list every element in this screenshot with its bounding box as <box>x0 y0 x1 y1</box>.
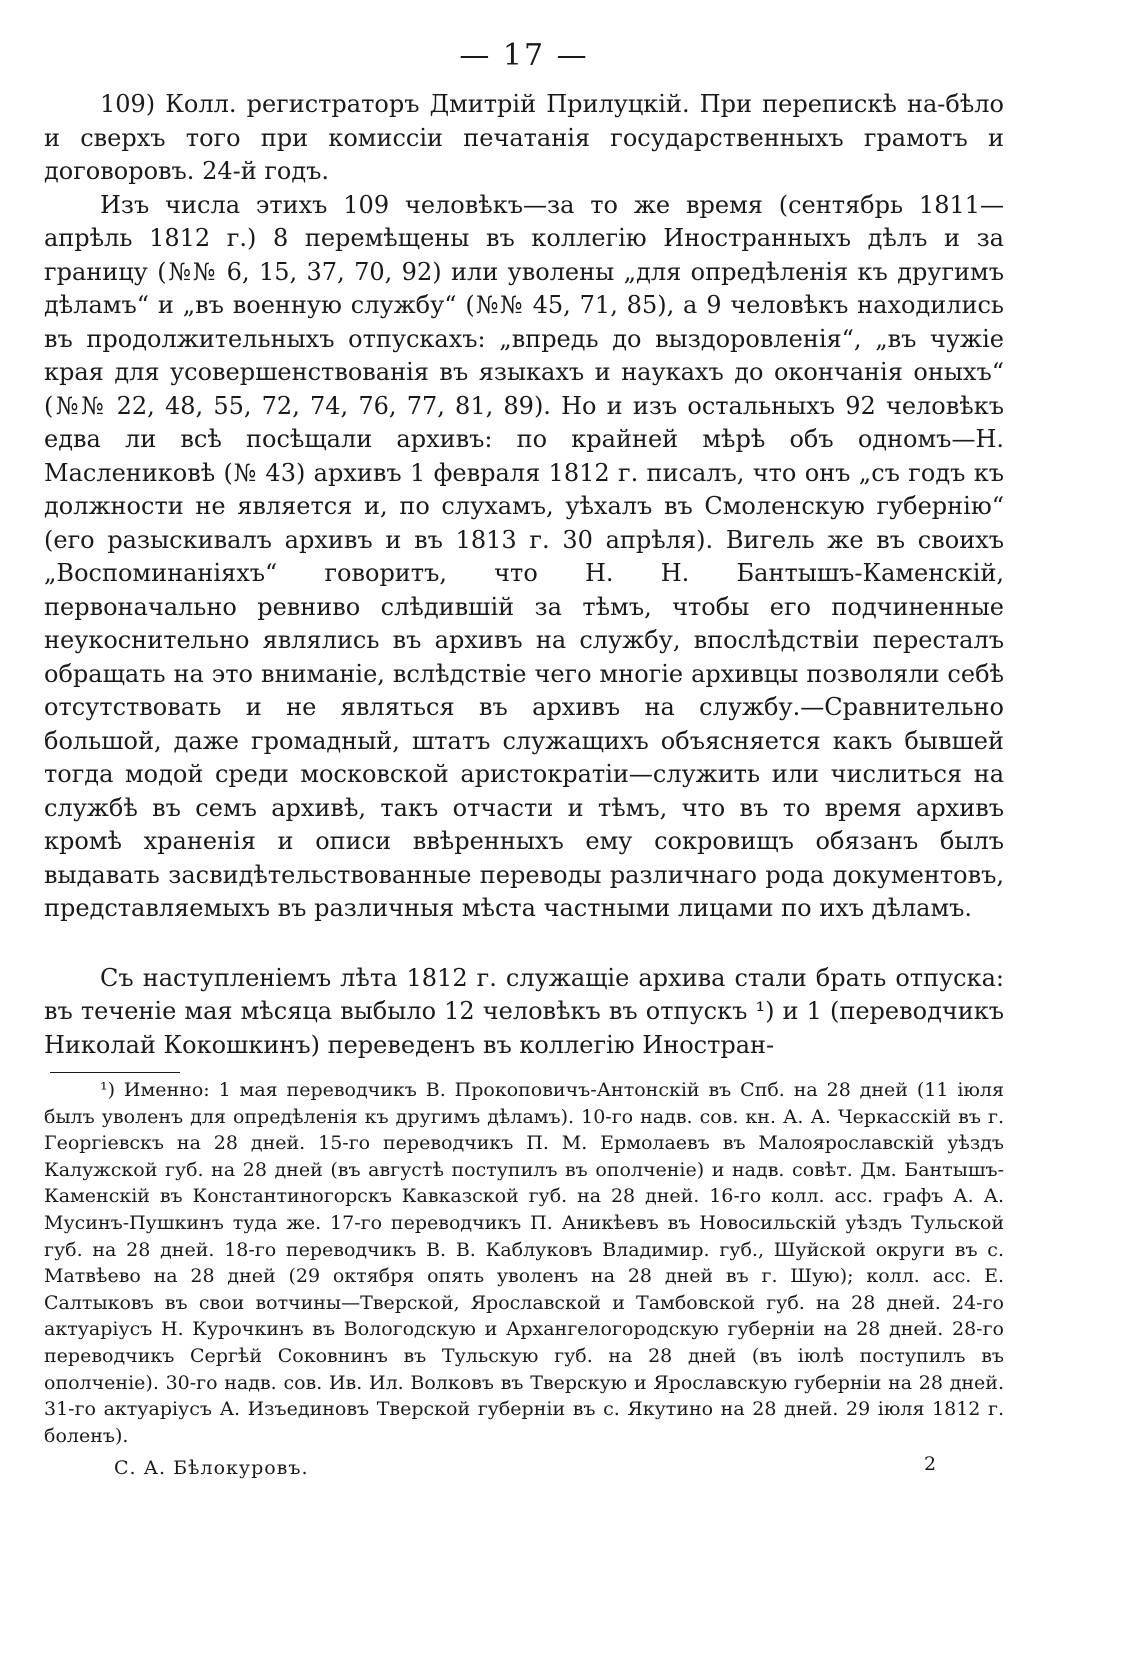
footnote-divider <box>50 1072 180 1073</box>
paragraph-staff-summary: Изъ числа этихъ 109 человѣкъ—за то же время (сентябрь 1811—апрѣль 1812 г.) 8 перемѣщены въ коллегію Иностранныхъ дѣлъ и за границу (№№ 6, 15, 37, 70, 92) или уволены „для опредѣленія къ другимъ дѣламъ“ и „въ военную службу“ (№№ 45, 71, 85), а 9 человѣкъ находились въ продолжительныхъ отпускахъ: „впредь до выздоровленія“, „въ чужіе края для усовершенствованія въ языкахъ и наукахъ до окончанія оныхъ“ (№№ 22, 48, 55, 72, 74, 76, 77, 81, 89). Но и изъ остальныхъ 92 человѣкъ едва ли всѣ посѣщали архивъ: по крайней мѣрѣ объ одномъ—Н. Маслениковѣ (№ 43) архивъ 1 февраля 1812 г. писалъ, что онъ „съ годъ къ должности не является и, по слухамъ, уѣхалъ въ Смоленскую губернію“ (его разыскивалъ архивъ и въ 1813 г. 30 апрѣля). Вигель же въ своихъ „Воспоминаніяхъ“ говоритъ, что Н. Н. Бантышъ-Каменскій, первоначально ревниво слѣдившій за тѣмъ, чтобы его подчиненные неукоснительно являлись въ архивъ на службу, впослѣдствіи пересталъ обращать на это вниманіе, вслѣдствіе чего многіе архивцы позволяли себѣ отсутствовать и не являться въ архивъ на службу.—Сравнительно большой, даже громадный, штатъ служащихъ объясняется какъ бывшей тогда модой среди московской аристократіи—служить или числиться на службѣ въ семъ архивѣ, такъ отчасти и тѣмъ, что въ то время архивъ кромѣ храненія и описи ввѣренныхъ ему сокровищъ обязанъ былъ выдавать засвидѣтельствованные переводы различнаго рода документовъ, представляемыхъ въ различныя мѣста частными лицами по ихъ дѣламъ. <box>44 190 1004 922</box>
paragraph-summer-1812: Съ наступленіемъ лѣта 1812 г. служащіе архива стали брать отпуска: въ теченіе мая мѣсяца выбыло 12 человѣкъ въ отпускъ ¹) и 1 (переводчикъ Николай Кокошкинъ) переведенъ въ коллегію Иностран- <box>44 963 1004 1059</box>
footnote: ¹) Именно: 1 мая переводчикъ В. Прокоповичъ-Антонскій въ Спб. на 28 дней (11 іюля былъ уволенъ для опредѣленія къ другимъ дѣламъ). 10-го надв. сов. кн. А. А. Черкасскій въ г. Георгіевскъ на 28 дней. 15-го переводчикъ П. М. Ермолаевъ въ Малоярославскій уѣздъ Калужской губ. на 28 дней (въ августѣ поступилъ въ ополченіе) и надв. совѣт. Дм. Бантышъ-Каменскій въ Константиногорскъ Кавказской губ. на 28 дней. 16-го колл. асс. графъ А. А. Мусинъ-Пушкинъ туда же. 17-го переводчикъ П. Аникѣевъ въ Новосильскій уѣздъ Тульской губ. на 28 дней. 18-го переводчикъ В. В. Каблуковъ Владимир. губ., Шуйской округи въ с. Матвѣево на 28 дней (29 октября опять уволенъ на 28 дней въ г. Шую); колл. асс. Е. Салтыковъ въ свои вотчины—Тверской, Ярославской и Тамбовской губ. на 28 дней. 24-го актуаріусъ Н. Курочкинъ въ Вологодскую и Архангелогородскую губерніи на 28 дней. 28-го переводчикъ Сергѣй Соковнинъ въ Тульскую губ. на 28 дней (въ іюлѣ поступилъ въ ополченіе). 30-го надв. сов. Ив. Ил. Волковъ въ Тверскую и Ярославскую губерніи на 28 дней. 31-го актуаріусъ А. Изъединовъ Тверской губерніи въ с. Якутино на 28 дней. 29 іюля 1812 г. боленъ). <box>44 1079 1004 1447</box>
signature-row <box>44 1453 1004 1483</box>
author-name: С. А. Бѣлокуровъ. <box>114 1457 309 1480</box>
page <box>44 36 1004 1483</box>
paragraph-entry-109: 109) Колл. регистраторъ Дмитрій Прилуцкій. При перепискѣ на-бѣло и сверхъ того при комиссіи печатанія государственныхъ грамотъ и договоровъ. 24-й годъ. <box>44 90 1004 185</box>
signature-mark: 2 <box>924 1453 937 1476</box>
page-number: — 17 — <box>459 38 589 73</box>
